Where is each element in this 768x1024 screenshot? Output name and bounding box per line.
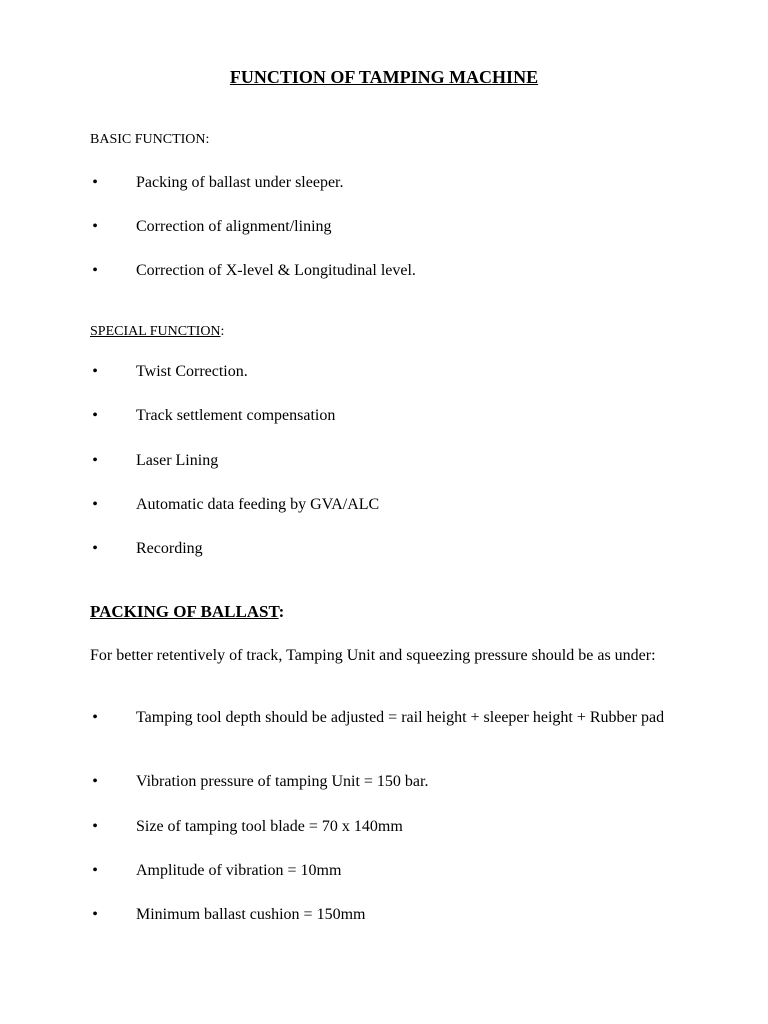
- bullet-icon: •: [92, 262, 98, 279]
- packing-of-ballast-heading: [90, 601, 284, 623]
- list-item-text: Recording: [136, 540, 203, 557]
- list-item-text: Twist Correction.: [136, 363, 248, 380]
- list-item: [90, 707, 678, 728]
- bullet-icon: •: [92, 496, 98, 513]
- list-item-text: Amplitude of vibration = 10mm: [136, 862, 342, 879]
- list-item: [90, 216, 678, 237]
- bullet-icon: •: [92, 906, 98, 923]
- bullet-icon: •: [92, 452, 98, 469]
- basic-function-heading: [90, 131, 209, 149]
- heading-colon: :: [278, 602, 285, 621]
- list-item: [90, 904, 678, 925]
- list-item-text: Packing of ballast under sleeper.: [136, 174, 344, 191]
- list-item: [90, 361, 678, 382]
- special-function-heading: [90, 323, 224, 341]
- bullet-icon: •: [92, 709, 98, 726]
- list-item: [90, 450, 678, 471]
- bullet-icon: •: [92, 363, 98, 380]
- list-item-text: Track settlement compensation: [136, 407, 336, 424]
- bullet-icon: •: [92, 862, 98, 879]
- list-item-text: Laser Lining: [136, 452, 219, 469]
- bullet-icon: •: [92, 174, 98, 191]
- list-item: [90, 260, 678, 281]
- list-item: [90, 405, 678, 426]
- bullet-icon: •: [92, 218, 98, 235]
- bullet-icon: •: [92, 773, 98, 790]
- heading-colon: :: [220, 324, 225, 339]
- list-item-text: Tamping tool depth should be adjusted = rail height + sleeper height + Rubber pad: [136, 709, 665, 726]
- bullet-icon: •: [92, 407, 98, 424]
- special-function-heading-text: SPECIAL FUNCTION: [90, 324, 221, 339]
- list-item: [90, 816, 678, 837]
- list-item-text: Minimum ballast cushion = 150mm: [136, 906, 366, 923]
- bullet-icon: •: [92, 818, 98, 835]
- bullet-icon: •: [92, 540, 98, 557]
- list-item-text: Automatic data feeding by GVA/ALC: [136, 496, 380, 513]
- packing-of-ballast-heading-text: PACKING OF BALLAST: [90, 602, 279, 621]
- list-item: [90, 172, 678, 193]
- list-item-text: Vibration pressure of tamping Unit = 150 bar.: [136, 773, 429, 790]
- page-title: FUNCTION OF TAMPING MACHINE: [229, 67, 539, 87]
- list-item: [90, 771, 678, 792]
- list-item: [90, 538, 678, 559]
- list-item: [90, 494, 678, 515]
- list-item-text: Correction of alignment/lining: [136, 218, 332, 235]
- list-item-text: Correction of X-level & Longitudinal level.: [136, 262, 416, 279]
- list-item: [90, 860, 678, 881]
- list-item-text: Size of tamping tool blade = 70 x 140mm: [136, 818, 403, 835]
- packing-intro-paragraph: For better retentively of track, Tamping Unit and squeezing pressure should be as under:: [90, 647, 656, 664]
- basic-function-heading-text: BASIC FUNCTION:: [90, 132, 210, 147]
